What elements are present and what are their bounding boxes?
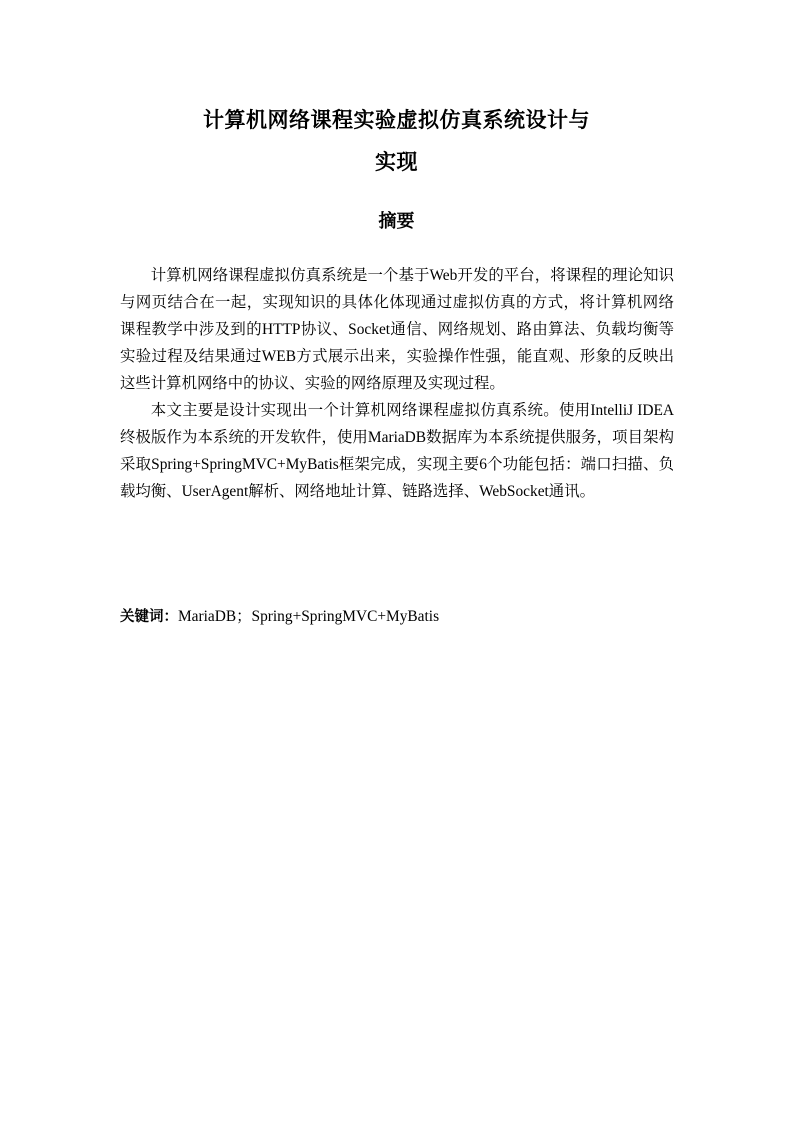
title-line-1: 计算机网络课程实验虚拟仿真系统设计与 (203, 108, 590, 132)
abstract-body (120, 262, 674, 505)
keywords-line (120, 605, 674, 629)
keywords-value: MariaDB；Spring+SpringMVC+MyBatis (178, 608, 440, 625)
abstract-paragraph-1: 计算机网络课程虚拟仿真系统是一个基于Web开发的平台，将课程的理论知识与网页结合在一起，实现知识的具体化体现通过虚拟仿真的方式，将计算机网络课程教学中涉及到的HTTP协议、Socket通信、网络规划、路由算法、负载均衡等实验过程及结果通过WEB方式展示出来，实验操作性强，能直观、形象的反映出这些计算机网络中的协议、实验的网络原理及实现过程。 (120, 267, 674, 392)
title-line-2: 实现 (375, 150, 418, 174)
keywords-label: 关键词： (120, 609, 178, 625)
abstract-paragraph-2: 本文主要是设计实现出一个计算机网络课程虚拟仿真系统。使用IntelliJ IDEA 终极版作为本系统的开发软件，使用MariaDB数据库为本系统提供服务，项目架构采取Spring+SpringMVC+MyBatis框架完成，实现主要6个功能包括：端口扫描、负载均衡、UserAgent解析、网络地址计算、链路选择、WebSocket通讯。 (120, 402, 674, 500)
abstract-heading: 摘要 (378, 211, 415, 232)
